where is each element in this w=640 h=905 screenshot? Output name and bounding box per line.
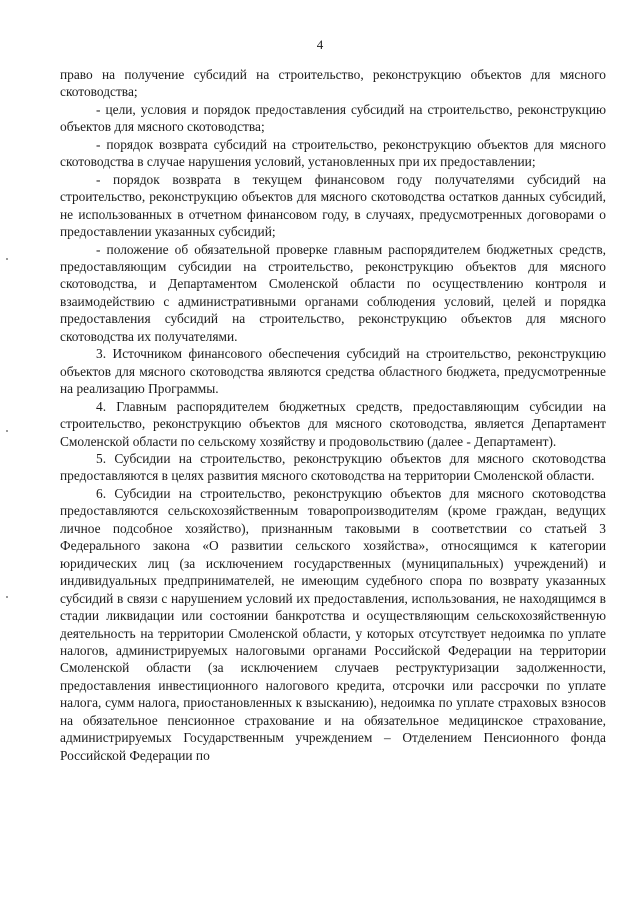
paragraph-clause-5: 5. Субсидии на строительство, реконструкцию объектов для мясного скотоводства предоставляются в целях развития мясного скотоводства на территории Смоленской области. — [60, 450, 606, 484]
paragraph-clause-4: 4. Главным распорядителем бюджетных средств, предоставляющим субсидии на строительство, реконструкцию объектов для мясного скотоводства, является Департамент Смоленской области по сельскому хозяйству и продовольствию (далее - Департамент). — [60, 398, 606, 449]
paragraph-clause-6: 6. Субсидии на строительство, реконструкцию объектов для мясного скотоводства предоставляются сельскохозяйственным товаропроизводителям (кроме граждан, ведущих личное подсобное хозяйство), признанным таковыми в соответствии со статьей 3 Федерального закона «О развитии сельского хозяйства», относящимся к категории юридических лиц (за исключением государственных (муниципальных) учреждений) и индивидуальных предпринимателей, не имеющим судебного спора по возврату указанных субсидий в связи с нарушением условий их предоставления, использования, не находящимся в стадии ликвидации или состоянии банкротства и осуществляющим сельскохозяйственную деятельность на территории Смоленской области, у которых отсутствует недоимка по уплате налогов, администрируемых налоговыми органами Российской Федерации на территории Смоленской области (за исключением случаев реструктуризации задолженности, предоставления инвестиционного налогового кредита, отсрочки или рассрочки по уплате налога, сумм налога, приостановленных к взысканию), недоимка по уплате страховых взносов на обязательное пенсионное страхование и на обязательное медицинское страхование, администрируемых Государственным учреждением – Отделением Пенсионного фонда Российской Федерации по — [60, 485, 606, 763]
paragraph-goals-conditions: - цели, условия и порядок предоставления субсидий на строительство, реконструкцию объектов для мясного скотоводства; — [60, 101, 606, 135]
page-number: 4 — [316, 37, 324, 52]
paragraph-mandatory-check: - положение об обязательной проверке главным распорядителем бюджетных средств, предоставляющим субсидии на строительство, реконструкцию объектов для мясного скотоводства, и Департаментом Смоленской области по осуществлению контроля и взаимодействию с административными органами соблюдения условий, целей и порядка предоставления субсидий на строительство, реконструкцию объектов для мясного скотоводства их получателями. — [60, 241, 606, 344]
paragraph-return-remainder: - порядок возврата в текущем финансовом году получателями субсидий на строительство, реконструкцию объектов для мясного скотоводства остатков данных субсидий, не использованных в отчетном финансовом году, в случаях, предусмотренных договорами о предоставлении указанных субсидий; — [60, 171, 606, 240]
paragraph-return-procedure: - порядок возврата субсидий на строительство, реконструкцию объектов для мясного скотоводства в случае нарушения условий, установленных при их предоставлении; — [60, 136, 606, 170]
scan-margin-mark — [6, 430, 8, 432]
scan-margin-mark — [6, 258, 8, 260]
scan-margin-mark — [6, 596, 8, 598]
document-body — [60, 66, 606, 764]
paragraph-clause-3: 3. Источником финансового обеспечения субсидий на строительство, реконструкцию объектов для мясного скотоводства являются средства областного бюджета, предусмотренные на реализацию Программы. — [60, 346, 606, 397]
paragraph-continuation: право на получение субсидий на строительство, реконструкцию объектов для мясного скотоводства; — [60, 67, 606, 100]
